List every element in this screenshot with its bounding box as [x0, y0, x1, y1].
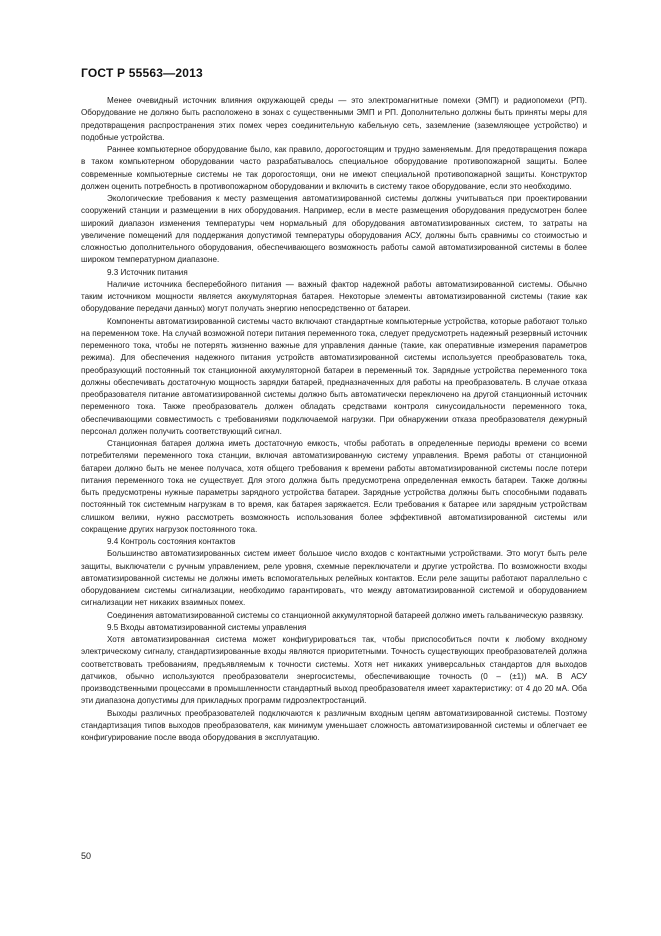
- paragraph-converter-outputs: Выходы различных преобразователей подключаются к различным входным цепям автоматизированной системы. Поэтому стандартизация типов выходов преобразователя, как минимум уменьшает сложность автоматизированной системы и облегчает ее конфигурирование после ввода оборудования в эксплуатацию.: [81, 708, 587, 742]
- page-number: 50: [81, 851, 92, 861]
- document-body: [81, 95, 587, 744]
- paragraph-emi: Менее очевидный источник влияния окружающей среды — это электромагнитные помехи (ЭМП) и радиопомехи (РП). Оборудование не должно быть расположено в зонах с существенными ЭМП и РП. Дополнительно должны быть приняты меры для предотвращения распространения этих помех через соединительную кабельную сеть, заземление (заземляющее устройство) и подобные устройства.: [81, 96, 587, 142]
- paragraph-station-battery: Станционная батарея должна иметь достаточную емкость, чтобы работать в определенные периоды времени со всеми потребителями переменного тока станции, включая автоматизированную систему управления. Время работы от станционной батареи должно быть не менее получаса, хотя общего требования к времени работы автоматизированной системы после потери питания переменного тока не существует. Для этого должна быть предусмотрена определенная емкость батареи. Также должны быть предусмотрены нужные параметры зарядного устройства батареи. Зарядные устройства должны быть способными подавать постоянный ток системным нагрузкам в то время, как батарея заряжается. Если требования к батарее или зарядным устройствам слишком велики, нужно рассмотреть возможность использования более эффективной автоматизированной системы или сокращение других нагрузок постоянного тока.: [81, 439, 587, 534]
- section-heading-9-5: 9.5 Входы автоматизированной системы управления: [107, 622, 307, 632]
- paragraph-environment: Экологические требования к месту размещения автоматизированной системы должны учитываться при проектировании сооружений станции и размещении в них оборудования. Например, если в месте размещения оборудования предусмотрен более широкий диапазон изменения температуры чем нормальный для оборудования автоматизированных систем, то затраты на увеличение помещений для поддержания допустимой температуры оборудования АСУ, должны быть сравнимы со стоимостью и сложностью дополнительного оборудования, обеспечивающего возможность работы самой автоматизированной системы в более широком температурном диапазоне.: [81, 194, 587, 265]
- paragraph-standard-inputs: Хотя автоматизированная система может конфигурироваться так, чтобы приспособиться почти к любому входному электрическому сигналу, стандартизированные входы являются приоритетными. Точность существующих преобразователей должна соответствовать требованиям, предъявляемым к точности системы. Хотя нет никаких универсальных стандартов для выходов датчиков, обычно используются преобразователи энергосистемы, обеспечивающие точность (0 – (±1)) мА. В АСУ производственными процессами в промышленности стандартный выход преобразователя имеет характеристику: от 4 до 20 мА. Оба эти диапазона допустимы для прикладных программ гидроэлектростанций.: [81, 635, 587, 706]
- paragraph-contact-inputs: Большинство автоматизированных систем имеет большое число входов с контактными устройствами. Это могут быть реле защиты, выключатели с ручным управлением, реле уровня, схемные переключатели и другие устройства. По возможности входы автоматизированной системы не должны иметь вспомогательных релейных контактов. Если реле защиты работают параллельно с оборудованием системы сигнализации, необходимо гарантировать, что между автоматизированной системой и оборудованием сигнализации нет никаких взаимных помех.: [81, 549, 587, 608]
- section-heading-9-4: 9.4 Контроль состояния контактов: [107, 537, 236, 546]
- document-header: ГОСТ Р 55563—2013: [81, 66, 203, 80]
- paragraph-ac-components: Компоненты автоматизированной системы часто включают стандартные компьютерные устройства, которые работают только на переменном токе. На случай возможной потери питания переменного тока, следует предусмотреть надежный резервный источник переменного тока, чтобы не потерять жизненно важные для управления данные (такие, как оперативные измерения параметров режима). Для обеспечения надежного питания устройств автоматизированной системы используется преобразователь тока, преобразующий постоянный ток станционной аккумуляторной батареи в переменный ток. Зарядные устройства переменного тока должны обеспечивать достаточную мощность зарядки батарей, предназначенных для работы на преобразователь. В случае отказа преобразователя питание автоматизированной системы должно быть автоматически переключено на другой станционный источник переменного тока. Также преобразователь должен обладать средствами контроля синусоидальности переменного тока, обеспечивающими совместимость с требованиями подключаемой нагрузки. При обнаружении отказа преобразователя дежурный персонал должен получить соответствующий сигнал.: [81, 316, 587, 436]
- paragraph-ups: Наличие источника бесперебойного питания — важный фактор надежной работы автоматизированной системы. Обычно таким источником мощности является аккумуляторная батарея. Некоторые элементы автоматизированной системы (такие как оборудование передачи данных) могут получать энергию непосредственно от батареи.: [81, 279, 587, 314]
- paragraph-galvanic-isolation: Соединения автоматизированной системы со станционной аккумуляторной батареей должно иметь гальваническую развязку.: [107, 610, 584, 620]
- paragraph-fire-protection: Раннее компьютерное оборудование было, как правило, дорогостоящим и трудно заменяемым. Для предотвращения пожара в таком компьютерном оборудовании часто разрабатывалось специальное оборудование противопожарной защиты. Более современные компьютерные системы не так дорогостоящи, они не имеют специальной противопожарной защиты. Конструктор должен оценить потребность в противопожарном оборудовании и включить в систему такое оборудование, если это необходимо.: [81, 145, 587, 191]
- section-heading-9-3: 9.3 Источник питания: [107, 267, 188, 277]
